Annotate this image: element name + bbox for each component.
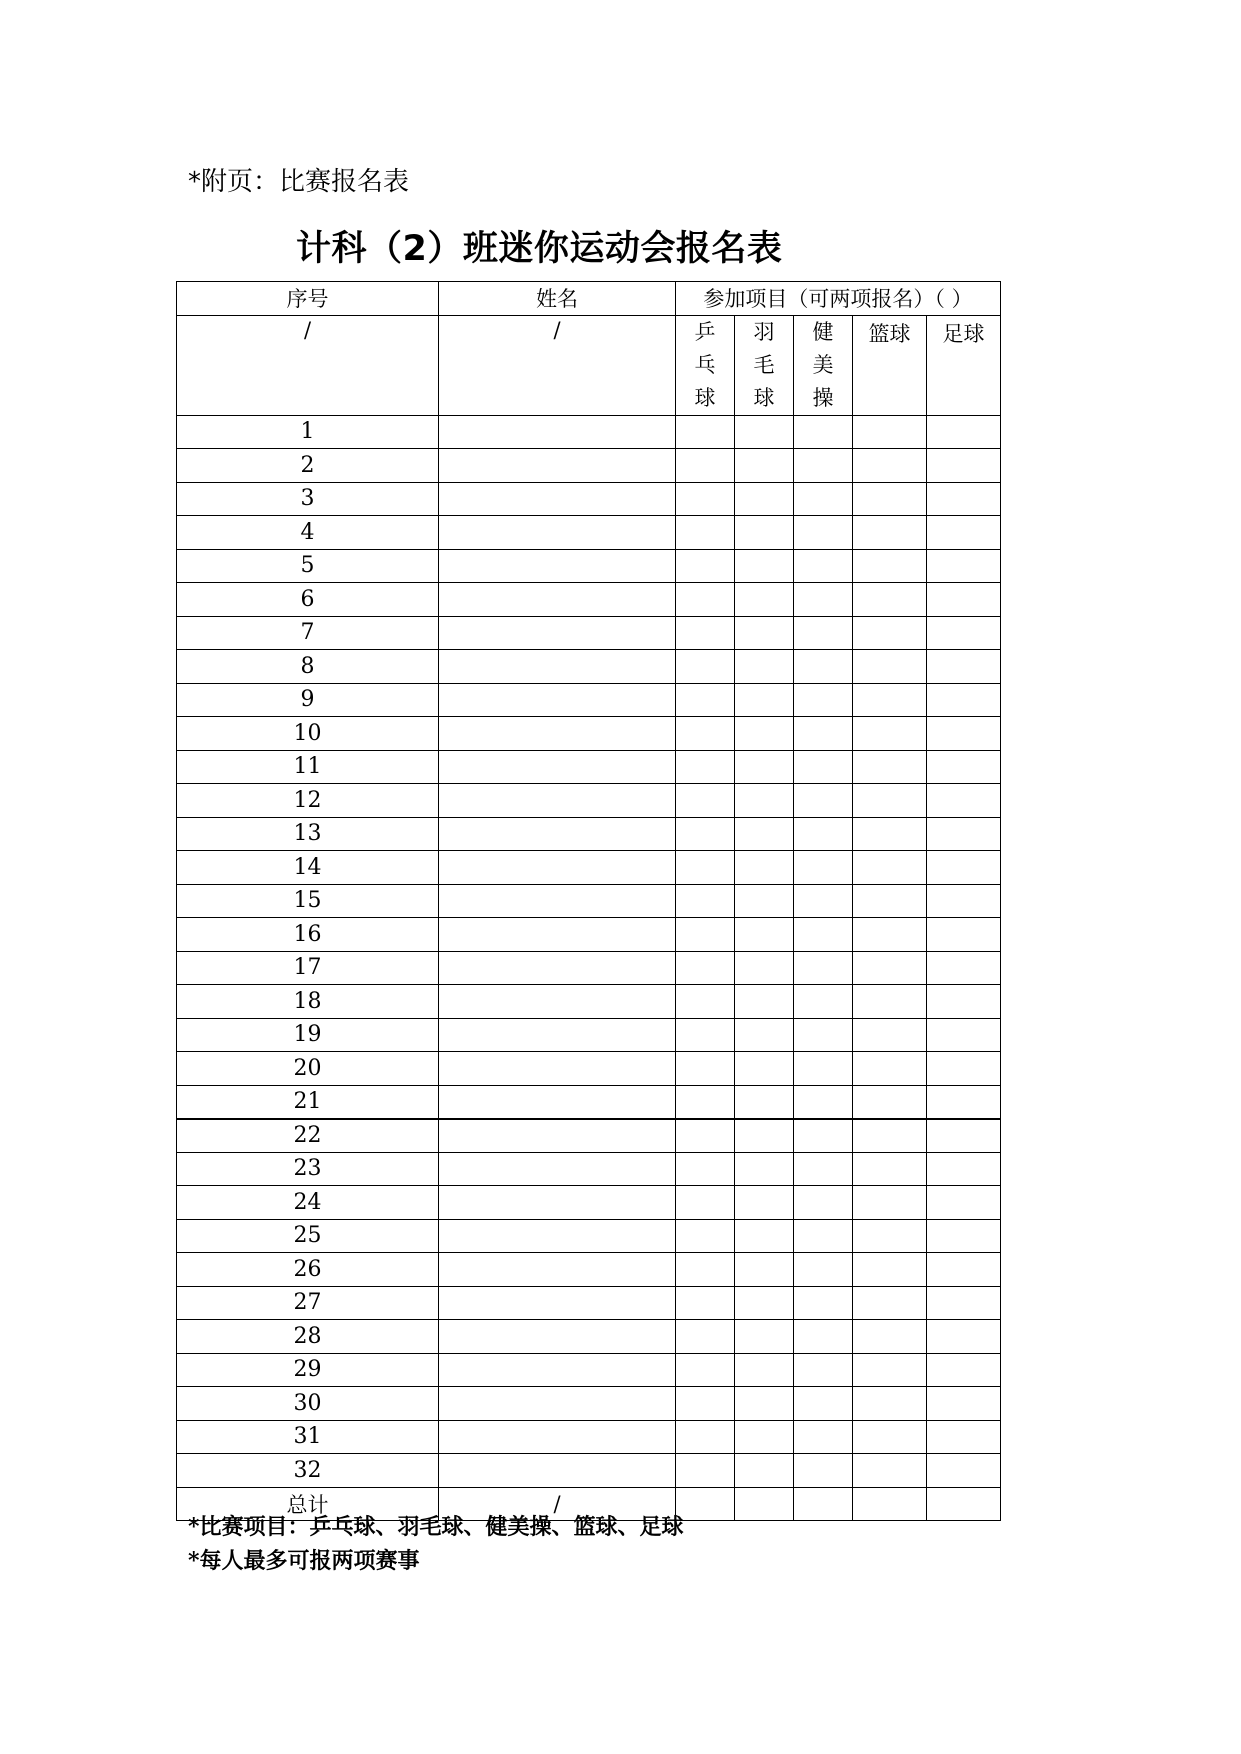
header-row	[177, 282, 1001, 316]
badminton-cell[interactable]	[735, 1186, 794, 1220]
basketball-cell[interactable]	[853, 1119, 927, 1153]
pingpong-cell[interactable]	[676, 1052, 735, 1086]
aerobics-cell[interactable]	[794, 1454, 853, 1488]
badminton-cell[interactable]	[735, 1320, 794, 1354]
row-number: 20	[177, 1052, 439, 1086]
table-row	[177, 1454, 1001, 1488]
football-cell[interactable]	[927, 884, 1001, 918]
football-cell[interactable]	[927, 1052, 1001, 1086]
badminton-cell[interactable]	[735, 1253, 794, 1287]
basketball-cell[interactable]	[853, 1253, 927, 1287]
pingpong-cell[interactable]	[676, 549, 735, 583]
name-cell[interactable]	[439, 1119, 676, 1153]
football-cell[interactable]	[927, 985, 1001, 1019]
event-aerobics: 健 美 操	[794, 315, 853, 415]
total-pingpong[interactable]	[676, 1487, 735, 1521]
name-cell[interactable]	[439, 482, 676, 516]
total-football[interactable]	[927, 1487, 1001, 1521]
badminton-cell[interactable]	[735, 1018, 794, 1052]
badminton-cell[interactable]	[735, 1420, 794, 1454]
row-number: 12	[177, 784, 439, 818]
pingpong-cell[interactable]	[676, 1387, 735, 1421]
table-row	[177, 1219, 1001, 1253]
row-number: 11	[177, 750, 439, 784]
badminton-cell[interactable]	[735, 549, 794, 583]
row-number: 2	[177, 449, 439, 483]
row-number: 10	[177, 717, 439, 751]
name-cell[interactable]	[439, 683, 676, 717]
pingpong-cell[interactable]	[676, 1454, 735, 1488]
football-cell[interactable]	[927, 1186, 1001, 1220]
table-row	[177, 1320, 1001, 1354]
name-cell[interactable]	[439, 750, 676, 784]
aerobics-cell[interactable]	[794, 650, 853, 684]
aerobics-cell[interactable]	[794, 884, 853, 918]
table-row	[177, 1353, 1001, 1387]
row-number: 32	[177, 1454, 439, 1488]
football-cell[interactable]	[927, 683, 1001, 717]
basketball-cell[interactable]	[853, 1219, 927, 1253]
aerobics-cell[interactable]	[794, 1219, 853, 1253]
football-cell[interactable]	[927, 1387, 1001, 1421]
basketball-cell[interactable]	[853, 616, 927, 650]
pingpong-cell[interactable]	[676, 1085, 735, 1119]
aerobics-cell[interactable]	[794, 1320, 853, 1354]
basketball-cell[interactable]	[853, 750, 927, 784]
pingpong-cell[interactable]	[676, 1219, 735, 1253]
event-football: 足球	[927, 315, 1001, 415]
pingpong-cell[interactable]	[676, 717, 735, 751]
basketball-cell[interactable]	[853, 1420, 927, 1454]
basketball-cell[interactable]	[853, 784, 927, 818]
table-row	[177, 1286, 1001, 1320]
row-number: 30	[177, 1387, 439, 1421]
table-row	[177, 1119, 1001, 1153]
event-badminton: 羽 毛 球	[735, 315, 794, 415]
row-number: 7	[177, 616, 439, 650]
table-row	[177, 1052, 1001, 1086]
basketball-cell[interactable]	[853, 1018, 927, 1052]
aerobics-cell[interactable]	[794, 1052, 853, 1086]
aerobics-cell[interactable]	[794, 1186, 853, 1220]
football-cell[interactable]	[927, 1085, 1001, 1119]
pingpong-cell[interactable]	[676, 784, 735, 818]
basketball-cell[interactable]	[853, 951, 927, 985]
row-number: 5	[177, 549, 439, 583]
basketball-cell[interactable]	[853, 851, 927, 885]
pingpong-cell[interactable]	[676, 1320, 735, 1354]
table-row	[177, 516, 1001, 550]
basketball-cell[interactable]	[853, 884, 927, 918]
pingpong-cell[interactable]	[676, 482, 735, 516]
basketball-cell[interactable]	[853, 1152, 927, 1186]
aerobics-cell[interactable]	[794, 817, 853, 851]
football-cell[interactable]	[927, 516, 1001, 550]
row-number: 4	[177, 516, 439, 550]
table-row	[177, 918, 1001, 952]
name-cell[interactable]	[439, 1152, 676, 1186]
aerobics-cell[interactable]	[794, 449, 853, 483]
badminton-cell[interactable]	[735, 1286, 794, 1320]
basketball-cell[interactable]	[853, 1286, 927, 1320]
aerobics-cell[interactable]	[794, 482, 853, 516]
football-cell[interactable]	[927, 583, 1001, 617]
football-cell[interactable]	[927, 1253, 1001, 1287]
football-cell[interactable]	[927, 616, 1001, 650]
basketball-cell[interactable]	[853, 1353, 927, 1387]
registration-table	[176, 281, 1001, 1521]
badminton-cell[interactable]	[735, 516, 794, 550]
row-number: 13	[177, 817, 439, 851]
football-cell[interactable]	[927, 1353, 1001, 1387]
football-cell[interactable]	[927, 817, 1001, 851]
table-row	[177, 985, 1001, 1019]
football-cell[interactable]	[927, 717, 1001, 751]
table-row	[177, 784, 1001, 818]
note-limit: *每人最多可报两项赛事	[188, 1548, 420, 1574]
basketball-cell[interactable]	[853, 817, 927, 851]
event-pingpong: 乒 乓 球	[676, 315, 735, 415]
name-cell[interactable]	[439, 1085, 676, 1119]
name-cell[interactable]	[439, 784, 676, 818]
name-cell[interactable]	[439, 851, 676, 885]
row-number: 29	[177, 1353, 439, 1387]
name-cell[interactable]	[439, 1018, 676, 1052]
basketball-cell[interactable]	[853, 918, 927, 952]
name-cell[interactable]	[439, 1219, 676, 1253]
aerobics-cell[interactable]	[794, 1119, 853, 1153]
badminton-cell[interactable]	[735, 1454, 794, 1488]
aerobics-cell[interactable]	[794, 1018, 853, 1052]
name-cell[interactable]	[439, 717, 676, 751]
pingpong-cell[interactable]	[676, 985, 735, 1019]
form-title: 计科（2）班迷你运动会报名表	[296, 229, 783, 269]
pingpong-cell[interactable]	[676, 1152, 735, 1186]
aerobics-cell[interactable]	[794, 1152, 853, 1186]
basketball-cell[interactable]	[853, 482, 927, 516]
row-number: 15	[177, 884, 439, 918]
aerobics-cell[interactable]	[794, 516, 853, 550]
basketball-cell[interactable]	[853, 1320, 927, 1354]
name-cell[interactable]	[439, 985, 676, 1019]
row-number: 9	[177, 683, 439, 717]
table-row	[177, 1387, 1001, 1421]
basketball-cell[interactable]	[853, 1085, 927, 1119]
pingpong-cell[interactable]	[676, 516, 735, 550]
football-cell[interactable]	[927, 650, 1001, 684]
aerobics-cell[interactable]	[794, 750, 853, 784]
badminton-cell[interactable]	[735, 616, 794, 650]
football-cell[interactable]	[927, 1152, 1001, 1186]
row-number: 1	[177, 415, 439, 449]
pingpong-cell[interactable]	[676, 884, 735, 918]
row-number: 28	[177, 1320, 439, 1354]
basketball-cell[interactable]	[853, 1387, 927, 1421]
football-cell[interactable]	[927, 1286, 1001, 1320]
total-badminton[interactable]	[735, 1487, 794, 1521]
basketball-cell[interactable]	[853, 717, 927, 751]
row-number: 19	[177, 1018, 439, 1052]
basketball-cell[interactable]	[853, 1186, 927, 1220]
name-cell[interactable]	[439, 1320, 676, 1354]
football-cell[interactable]	[927, 1119, 1001, 1153]
aerobics-cell[interactable]	[794, 985, 853, 1019]
basketball-cell[interactable]	[853, 516, 927, 550]
table-row	[177, 1018, 1001, 1052]
table-row	[177, 750, 1001, 784]
row-number: 26	[177, 1253, 439, 1287]
basketball-cell[interactable]	[853, 650, 927, 684]
badminton-cell[interactable]	[735, 918, 794, 952]
row-number: 17	[177, 951, 439, 985]
pingpong-cell[interactable]	[676, 415, 735, 449]
row-number: 23	[177, 1152, 439, 1186]
badminton-cell[interactable]	[735, 784, 794, 818]
football-cell[interactable]	[927, 415, 1001, 449]
badminton-cell[interactable]	[735, 650, 794, 684]
badminton-cell[interactable]	[735, 1353, 794, 1387]
pingpong-cell[interactable]	[676, 918, 735, 952]
aerobics-cell[interactable]	[794, 549, 853, 583]
name-cell[interactable]	[439, 650, 676, 684]
badminton-cell[interactable]	[735, 851, 794, 885]
table-row	[177, 1253, 1001, 1287]
pingpong-cell[interactable]	[676, 616, 735, 650]
basketball-cell[interactable]	[853, 415, 927, 449]
aerobics-cell[interactable]	[794, 583, 853, 617]
football-cell[interactable]	[927, 1018, 1001, 1052]
name-cell[interactable]	[439, 549, 676, 583]
total-name-slash: /	[439, 1487, 676, 1521]
badminton-cell[interactable]	[735, 482, 794, 516]
header-events: 参加项目（可两项报名）（ ）	[676, 282, 1001, 316]
football-cell[interactable]	[927, 951, 1001, 985]
notes	[188, 1510, 684, 1578]
pingpong-cell[interactable]	[676, 1253, 735, 1287]
row-number: 16	[177, 918, 439, 952]
aerobics-cell[interactable]	[794, 1253, 853, 1287]
badminton-cell[interactable]	[735, 951, 794, 985]
row-number: 27	[177, 1286, 439, 1320]
table-row	[177, 884, 1001, 918]
pingpong-cell[interactable]	[676, 1186, 735, 1220]
pingpong-cell[interactable]	[676, 683, 735, 717]
pingpong-cell[interactable]	[676, 817, 735, 851]
pingpong-cell[interactable]	[676, 851, 735, 885]
basketball-cell[interactable]	[853, 683, 927, 717]
pingpong-cell[interactable]	[676, 583, 735, 617]
row-number: 3	[177, 482, 439, 516]
football-cell[interactable]	[927, 1454, 1001, 1488]
aerobics-cell[interactable]	[794, 1085, 853, 1119]
event-basketball: 篮球	[853, 315, 927, 415]
pingpong-cell[interactable]	[676, 750, 735, 784]
aerobics-cell[interactable]	[794, 683, 853, 717]
name-cell[interactable]	[439, 1353, 676, 1387]
table-row	[177, 1186, 1001, 1220]
aerobics-cell[interactable]	[794, 1353, 853, 1387]
football-cell[interactable]	[927, 750, 1001, 784]
football-cell[interactable]	[927, 549, 1001, 583]
aerobics-cell[interactable]	[794, 784, 853, 818]
header-name: 姓名	[439, 282, 676, 316]
pingpong-cell[interactable]	[676, 650, 735, 684]
badminton-cell[interactable]	[735, 1219, 794, 1253]
badminton-cell[interactable]	[735, 1085, 794, 1119]
badminton-cell[interactable]	[735, 415, 794, 449]
football-cell[interactable]	[927, 1219, 1001, 1253]
badminton-cell[interactable]	[735, 1387, 794, 1421]
aerobics-cell[interactable]	[794, 717, 853, 751]
name-cell[interactable]	[439, 884, 676, 918]
badminton-cell[interactable]	[735, 1119, 794, 1153]
total-label: 总计	[177, 1487, 439, 1521]
pingpong-cell[interactable]	[676, 1420, 735, 1454]
badminton-cell[interactable]	[735, 750, 794, 784]
row-number: 31	[177, 1420, 439, 1454]
table-row	[177, 1420, 1001, 1454]
badminton-cell[interactable]	[735, 583, 794, 617]
table-row	[177, 1152, 1001, 1186]
table-row	[177, 482, 1001, 516]
badminton-cell[interactable]	[735, 985, 794, 1019]
table-row	[177, 851, 1001, 885]
pingpong-cell[interactable]	[676, 1018, 735, 1052]
pingpong-cell[interactable]	[676, 1353, 735, 1387]
badminton-cell[interactable]	[735, 1052, 794, 1086]
badminton-cell[interactable]	[735, 717, 794, 751]
aerobics-cell[interactable]	[794, 616, 853, 650]
table-row	[177, 415, 1001, 449]
pingpong-cell[interactable]	[676, 1286, 735, 1320]
name-cell[interactable]	[439, 516, 676, 550]
badminton-cell[interactable]	[735, 683, 794, 717]
name-cell[interactable]	[439, 1052, 676, 1086]
name-cell[interactable]	[439, 817, 676, 851]
basketball-cell[interactable]	[853, 449, 927, 483]
aerobics-cell[interactable]	[794, 951, 853, 985]
badminton-cell[interactable]	[735, 884, 794, 918]
name-cell[interactable]	[439, 616, 676, 650]
aerobics-cell[interactable]	[794, 851, 853, 885]
badminton-cell[interactable]	[735, 449, 794, 483]
name-cell[interactable]	[439, 1387, 676, 1421]
football-cell[interactable]	[927, 482, 1001, 516]
row-number: 6	[177, 583, 439, 617]
football-cell[interactable]	[927, 1320, 1001, 1354]
name-cell[interactable]	[439, 583, 676, 617]
aerobics-cell[interactable]	[794, 1286, 853, 1320]
football-cell[interactable]	[927, 1420, 1001, 1454]
football-cell[interactable]	[927, 851, 1001, 885]
total-basketball[interactable]	[853, 1487, 927, 1521]
row-number: 18	[177, 985, 439, 1019]
basketball-cell[interactable]	[853, 549, 927, 583]
aerobics-cell[interactable]	[794, 1387, 853, 1421]
pingpong-cell[interactable]	[676, 1119, 735, 1153]
table-row	[177, 449, 1001, 483]
subheader-name: /	[439, 315, 676, 415]
name-cell[interactable]	[439, 415, 676, 449]
total-aerobics[interactable]	[794, 1487, 853, 1521]
table-row	[177, 583, 1001, 617]
table-row	[177, 817, 1001, 851]
aerobics-cell[interactable]	[794, 918, 853, 952]
name-cell[interactable]	[439, 918, 676, 952]
name-cell[interactable]	[439, 1253, 676, 1287]
row-number: 24	[177, 1186, 439, 1220]
table-row	[177, 717, 1001, 751]
name-cell[interactable]	[439, 449, 676, 483]
subheader-row	[177, 315, 1001, 415]
basketball-cell[interactable]	[853, 583, 927, 617]
basketball-cell[interactable]	[853, 1454, 927, 1488]
row-number: 14	[177, 851, 439, 885]
basketball-cell[interactable]	[853, 1052, 927, 1086]
subheader-seq: /	[177, 315, 439, 415]
football-cell[interactable]	[927, 784, 1001, 818]
football-cell[interactable]	[927, 449, 1001, 483]
table-row	[177, 616, 1001, 650]
football-cell[interactable]	[927, 918, 1001, 952]
table-row	[177, 683, 1001, 717]
row-number: 21	[177, 1085, 439, 1119]
note-events: *比赛项目：乒乓球、羽毛球、健美操、篮球、足球	[188, 1514, 684, 1540]
table-row	[177, 650, 1001, 684]
name-cell[interactable]	[439, 1186, 676, 1220]
basketball-cell[interactable]	[853, 985, 927, 1019]
table-row	[177, 951, 1001, 985]
table-row	[177, 549, 1001, 583]
header-seq: 序号	[177, 282, 439, 316]
row-number: 8	[177, 650, 439, 684]
badminton-cell[interactable]	[735, 1152, 794, 1186]
pingpong-cell[interactable]	[676, 449, 735, 483]
pingpong-cell[interactable]	[676, 951, 735, 985]
aerobics-cell[interactable]	[794, 1420, 853, 1454]
table-row	[177, 1085, 1001, 1119]
name-cell[interactable]	[439, 1420, 676, 1454]
aerobics-cell[interactable]	[794, 415, 853, 449]
name-cell[interactable]	[439, 951, 676, 985]
row-number: 25	[177, 1219, 439, 1253]
badminton-cell[interactable]	[735, 817, 794, 851]
name-cell[interactable]	[439, 1454, 676, 1488]
row-number: 22	[177, 1119, 439, 1153]
name-cell[interactable]	[439, 1286, 676, 1320]
appendix-label: *附页：比赛报名表	[188, 167, 410, 197]
